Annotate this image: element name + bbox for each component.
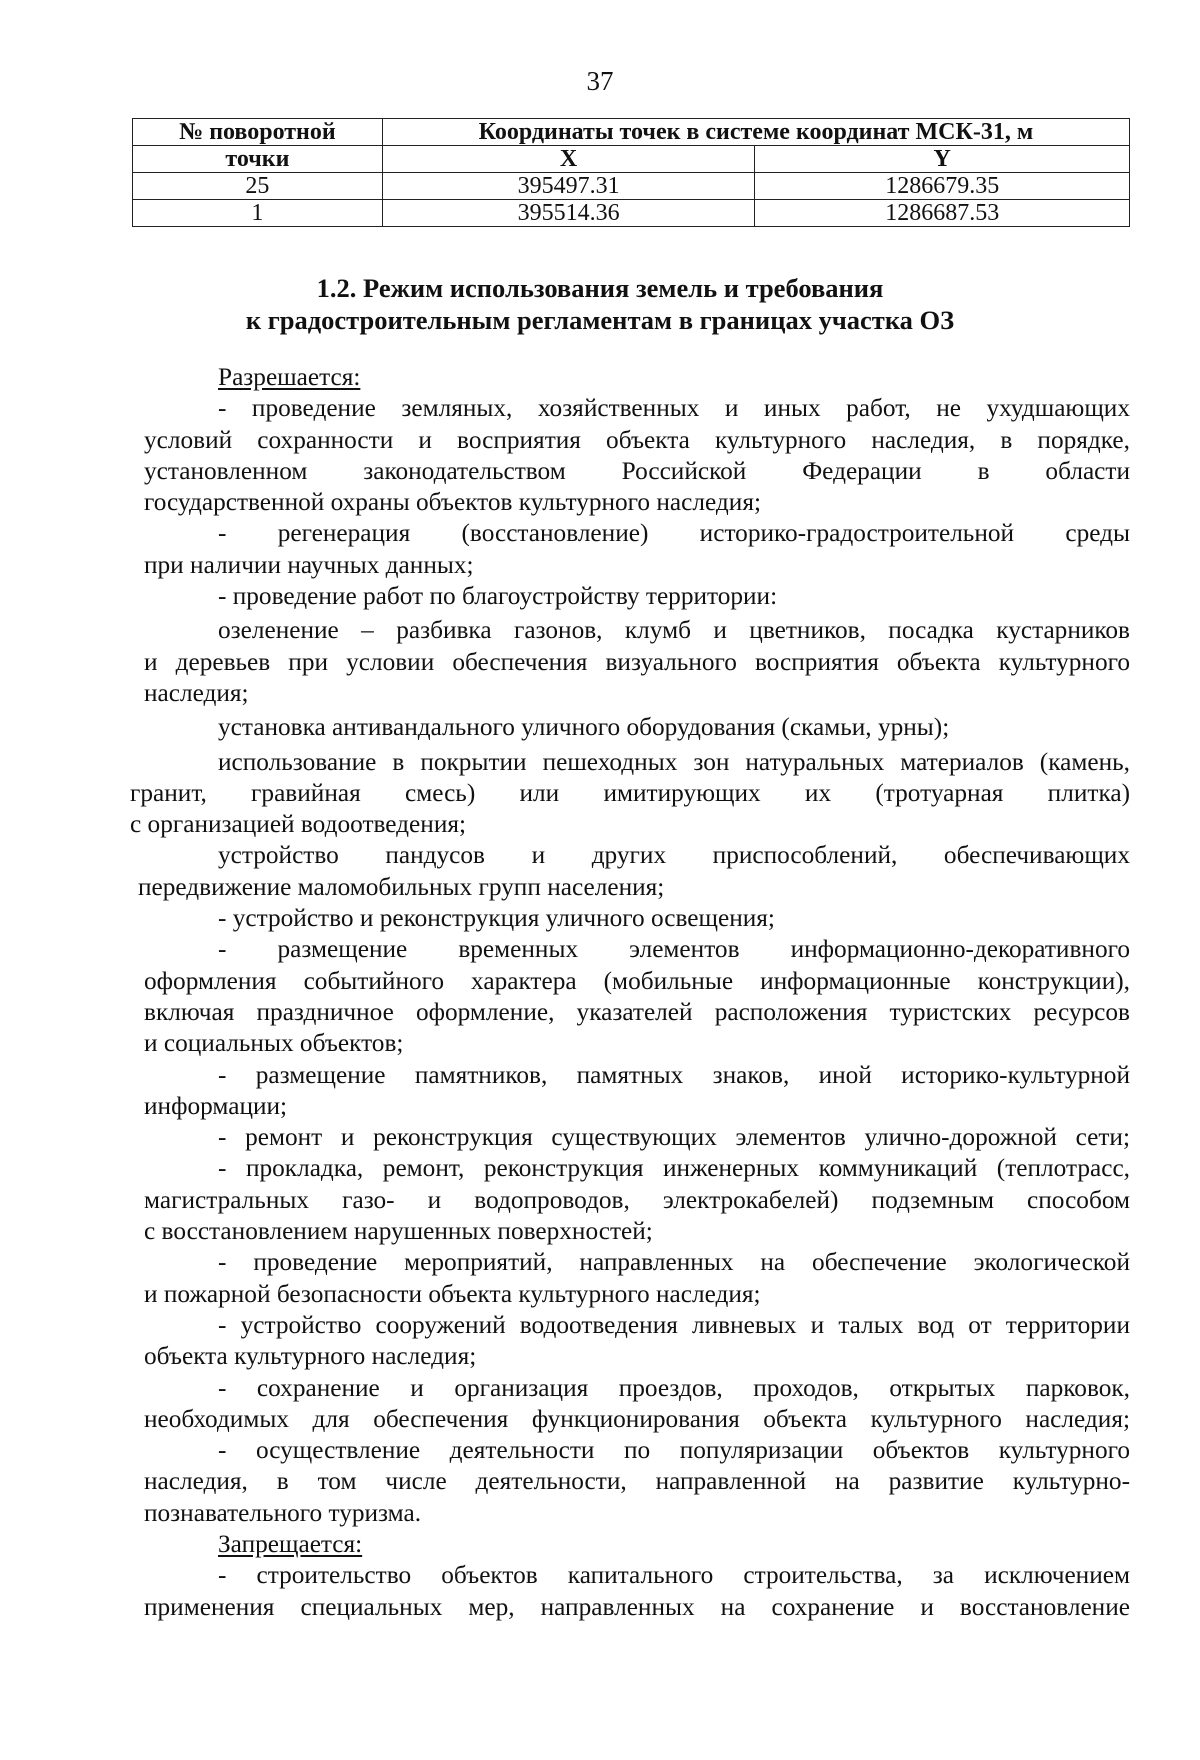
table-cell-point: 25	[133, 173, 383, 200]
table-row	[133, 200, 1130, 227]
text-line: - размещение памятников, памятных знаков, иной историко-культурной	[218, 1060, 1130, 1089]
table-cell-x: 395514.36	[382, 200, 755, 227]
table-header-x: X	[382, 146, 755, 173]
text-line: гранит, гравийная смесь) или имитирующих их (тротуарная плитка)	[130, 778, 1130, 807]
text-line: магистральных газо- и водопроводов, электрокабелей) подземным способом	[144, 1185, 1130, 1214]
text-line: - проведение земляных, хозяйственных и иных работ, не ухудшающих	[218, 394, 1130, 423]
coordinates-table	[132, 118, 1130, 227]
text-line: и пожарной безопасности объекта культурного наследия;	[144, 1279, 761, 1308]
text-line: с восстановлением нарушенных поверхностей;	[144, 1217, 653, 1246]
text-line: оформления событийного характера (мобильные информационные конструкции),	[144, 966, 1130, 995]
text-line: - проведение мероприятий, направленных на обеспечение экологической	[218, 1248, 1130, 1277]
text-line: государственной охраны объектов культурного наследия;	[144, 488, 761, 517]
text-line: - ремонт и реконструкция существующих элементов улично-дорожной сети;	[218, 1123, 1130, 1152]
text-line: установка антивандального уличного оборудования (скамьи, урны);	[218, 713, 950, 742]
table-cell-y: 1286687.53	[755, 200, 1130, 227]
text-line: - регенерация (восстановление) историко-градостроительной среды	[218, 519, 1130, 548]
table-cell-y: 1286679.35	[755, 173, 1130, 200]
text-line: познавательного туризма.	[144, 1498, 422, 1527]
table-header-coords: Координаты точек в системе координат МСК-31, м	[382, 119, 1129, 146]
allowed-heading: Разрешается:	[218, 363, 361, 391]
text-line: с организацией водоотведения;	[130, 810, 467, 839]
text-line: - устройство и реконструкция уличного освещения;	[218, 904, 775, 933]
text-line: необходимых для обеспечения функционирования объекта культурного наследия;	[144, 1404, 1130, 1433]
table-row	[133, 173, 1130, 200]
text-line: передвижение маломобильных групп населения;	[138, 872, 665, 901]
body-text	[130, 362, 1130, 1623]
text-line: - сохранение и организация проездов, проходов, открытых парковок,	[218, 1373, 1130, 1402]
section-title-line: к градостроительным регламентам в границах участка ОЗ	[245, 305, 955, 335]
text-line: - строительство объектов капитального строительства, за исключением	[218, 1561, 1130, 1590]
text-line: наследия, в том числе деятельности, направленной на развитие культурно-	[144, 1467, 1130, 1496]
text-line: озеленение – разбивка газонов, клумб и цветников, посадка кустарников	[218, 616, 1130, 645]
table-header-point-line2: точки	[133, 146, 383, 173]
text-line: при наличии научных данных;	[144, 550, 474, 579]
text-line: применения специальных мер, направленных на сохранение и восстановление	[144, 1592, 1130, 1621]
text-line: - устройство сооружений водоотведения ливневых и талых вод от территории	[218, 1310, 1130, 1339]
section-title	[0, 272, 1200, 336]
text-line: устройство пандусов и других приспособлений, обеспечивающих	[218, 841, 1130, 870]
text-line: и деревьев при условии обеспечения визуального восприятия объекта культурного	[144, 647, 1130, 676]
text-line: - размещение временных элементов информационно-декоративного	[218, 935, 1130, 964]
text-line: использование в покрытии пешеходных зон натуральных материалов (камень,	[218, 747, 1130, 776]
page-number: 37	[586, 66, 614, 96]
text-line: информации;	[144, 1091, 288, 1120]
table-cell-x: 395497.31	[382, 173, 755, 200]
text-line: - прокладка, ремонт, реконструкция инженерных коммуникаций (теплотрасс,	[218, 1154, 1130, 1183]
text-line: - осуществление деятельности по популяризации объектов культурного	[218, 1436, 1130, 1465]
text-line: включая праздничное оформление, указателей расположения туристских ресурсов	[144, 997, 1130, 1026]
text-line: - проведение работ по благоустройству территории:	[218, 582, 778, 611]
table-header-y: Y	[755, 146, 1130, 173]
forbidden-heading: Запрещается:	[218, 1529, 363, 1558]
text-line: условий сохранности и восприятия объекта культурного наследия, в порядке,	[144, 425, 1130, 454]
text-line: объекта культурного наследия;	[144, 1342, 477, 1371]
section-title-line: 1.2. Режим использования земель и требования	[316, 273, 884, 303]
text-line: установленном законодательством Российской Федерации в области	[144, 456, 1130, 485]
table-header-point: № поворотной	[133, 119, 383, 146]
text-line: наследия;	[144, 678, 249, 707]
text-line: и социальных объектов;	[144, 1029, 404, 1058]
table-cell-point: 1	[133, 200, 383, 227]
